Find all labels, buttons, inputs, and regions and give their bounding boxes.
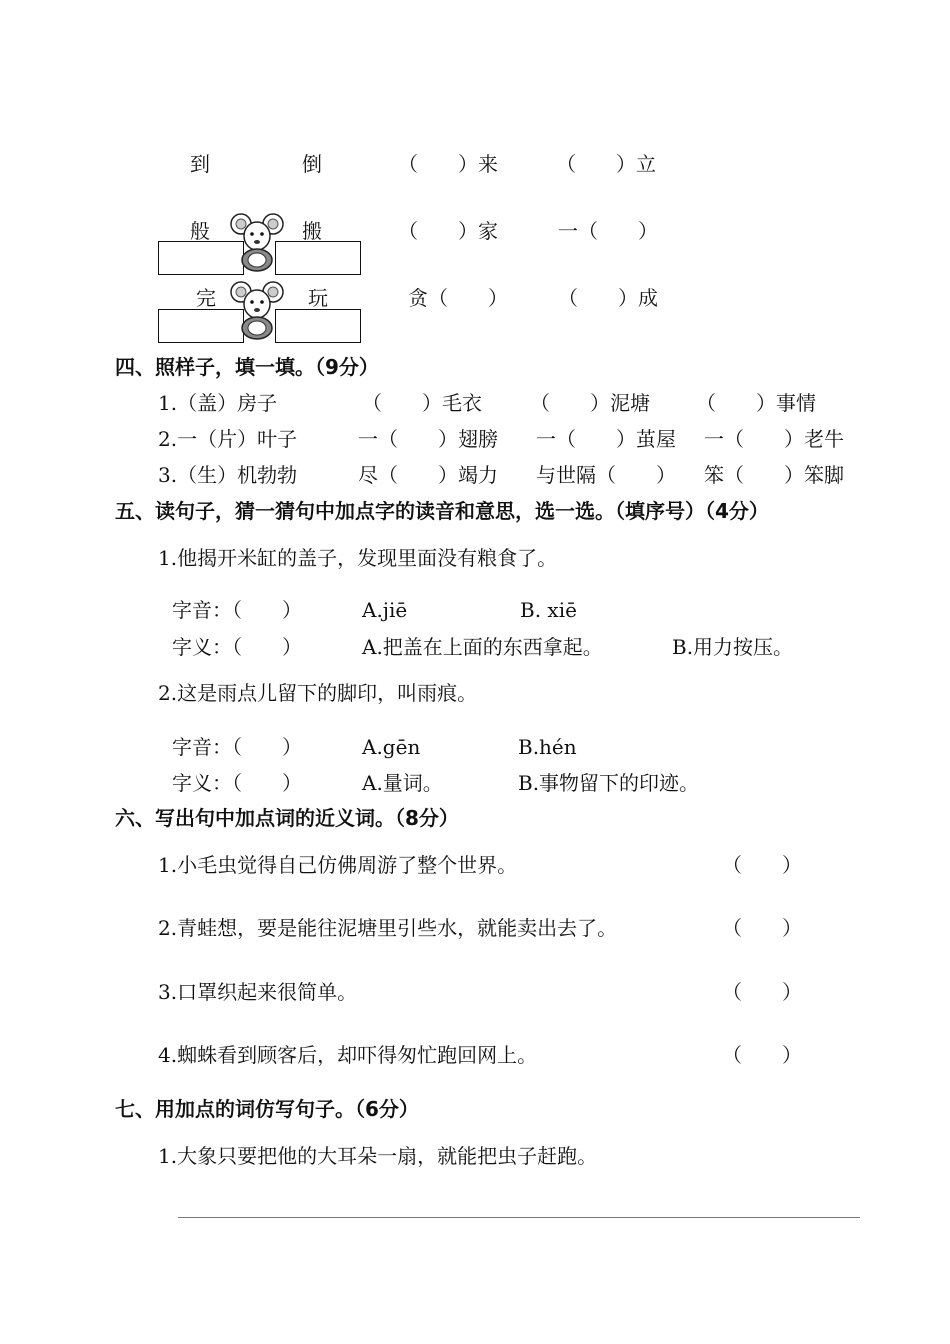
blank-li: （ ）立 <box>556 152 656 176</box>
answer-box-right[interactable] <box>275 309 361 343</box>
blank-item[interactable]: 尽（ ）竭力 <box>358 463 498 487</box>
answer-blank[interactable]: （ ） <box>722 1043 802 1067</box>
option-a: A.把盖在上面的东西拿起。 <box>362 635 603 659</box>
section4-title: 四、照样子，填一填。（9分） <box>115 355 379 379</box>
blank-tan: 贪（ ） <box>408 286 508 310</box>
char-dao-2: 倒 <box>302 152 322 176</box>
char-dao: 到 <box>190 152 210 176</box>
option-a: A.量词。 <box>362 771 443 795</box>
option-a: A.jiē <box>362 598 408 622</box>
blank-item[interactable]: 与世隔（ ） <box>536 463 676 487</box>
example-item: 2.一（片）叶子 <box>158 427 298 451</box>
answer-blank[interactable]: （ ） <box>722 853 802 877</box>
option-b: B.用力按压。 <box>672 635 794 659</box>
section5-title: 五、读句子，猜一猜句中加点字的读音和意思，选一选。（填序号）（4分） <box>115 499 769 523</box>
example-item: 3.（生）机勃勃 <box>158 463 298 487</box>
char-ban: 般 <box>190 219 210 243</box>
question-item: 1.小毛虫觉得自己仿佛周游了整个世界。 <box>158 853 518 877</box>
char-ban-2: 搬 <box>302 219 322 243</box>
sound-answer[interactable]: 字音：（ ） <box>172 735 302 759</box>
blank-item[interactable]: 笨（ ）笨脚 <box>704 463 844 487</box>
option-a: A.gēn <box>362 735 421 759</box>
answer-blank[interactable]: （ ） <box>722 916 802 940</box>
blank-cheng: （ ）成 <box>558 286 658 310</box>
answer-box-right[interactable] <box>275 241 361 275</box>
option-b: B.事物留下的印迹。 <box>518 771 700 795</box>
example-item: 1.（盖）房子 <box>158 391 278 415</box>
blank-item[interactable]: 一（ ）老牛 <box>704 427 844 451</box>
answer-line[interactable] <box>178 1217 860 1218</box>
meaning-answer[interactable]: 字义：（ ） <box>172 771 302 795</box>
blank-jia: （ ）家 <box>398 219 498 243</box>
question-item: 2.青蛙想，要是能往泥塘里引些水，就能卖出去了。 <box>158 916 618 940</box>
option-b: B.hén <box>518 735 577 759</box>
question-item: 3.口罩织起来很简单。 <box>158 980 358 1004</box>
char-wan-2: 玩 <box>308 286 328 310</box>
blank-item[interactable]: 一（ ）翅膀 <box>358 427 498 451</box>
question-item: 1.大象只要把他的大耳朵一扇，就能把虫子赶跑。 <box>158 1144 598 1168</box>
answer-blank[interactable]: （ ） <box>722 980 802 1004</box>
question-sentence: 2.这是雨点儿留下的脚印，叫雨痕。 <box>158 681 478 705</box>
char-wan: 完 <box>196 286 216 310</box>
meaning-answer[interactable]: 字义：（ ） <box>172 635 302 659</box>
blank-lai: （ ）来 <box>398 152 498 176</box>
sound-answer[interactable]: 字音：（ ） <box>172 598 302 622</box>
question-item: 4.蜘蛛看到顾客后，却吓得匆忙跑回网上。 <box>158 1043 538 1067</box>
mouse-icon <box>230 278 284 340</box>
section7-title: 七、用加点的词仿写句子。（6分） <box>115 1097 419 1121</box>
blank-item[interactable]: （ ）泥塘 <box>530 391 650 415</box>
mouse-icon <box>230 210 284 272</box>
blank-item[interactable]: （ ）毛衣 <box>362 391 482 415</box>
option-b: B. xiē <box>520 598 577 622</box>
blank-yi: 一（ ） <box>558 219 658 243</box>
section6-title: 六、写出句中加点词的近义词。（8分） <box>115 806 459 830</box>
blank-item[interactable]: 一（ ）茧屋 <box>536 427 676 451</box>
blank-item[interactable]: （ ）事情 <box>696 391 816 415</box>
question-sentence: 1.他揭开米缸的盖子，发现里面没有粮食了。 <box>158 546 558 570</box>
